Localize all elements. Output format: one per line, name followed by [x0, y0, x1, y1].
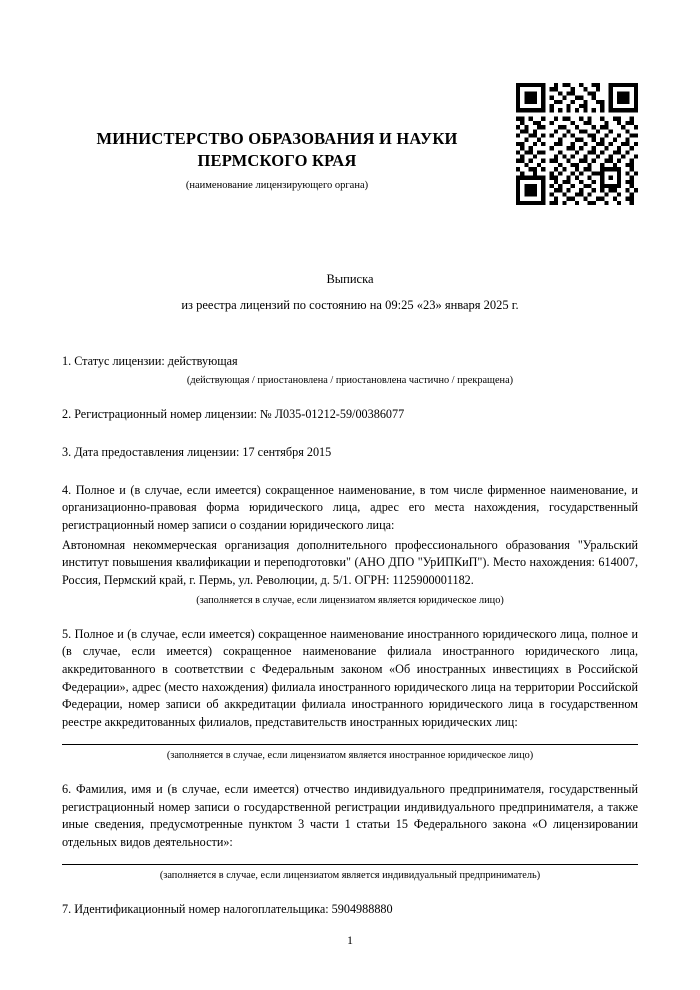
- item-3-issue-date: 3. Дата предоставления лицензии: 17 сентября 2015: [62, 444, 332, 459]
- item-4-value: Автономная некоммерческая организация дополнительного профессионального образования "Уральский институт повышения квалификации и переподготовки" (АНО ДПО "УрИПКиП"). Место нахождения: 614007, Россия, Пермский край, г. Пермь, ул. Революции, д. 5/1. ОГРН: 1125900001182.: [62, 537, 638, 588]
- item-7-taxpayer-number: 7. Идентификационный номер налогоплательщика: 5904988880: [62, 901, 393, 916]
- item-5-hint: (заполняется в случае, если лицензиатом является иностранное юридическое лицо): [166, 749, 534, 761]
- item-6-hint: (заполняется в случае, если лицензиатом является индивидуальный предприниматель): [159, 869, 541, 881]
- item-4-label: 4. Полное и (в случае, если имеется) сокращенное наименование, в том числе фирменное наименование, и организационно-правовая форма юридического лица, адрес его места нахождения, государственный регистрационный номер записи о создании юридического лица:: [62, 482, 638, 532]
- item-5-fill-line: [62, 744, 638, 745]
- document-title-main: Выписка: [326, 271, 374, 286]
- item-2-registration-number: 2. Регистрационный номер лицензии: № Л035-01212-59/00386077: [62, 407, 405, 422]
- qr-code-graphic: [516, 83, 638, 205]
- qr-code: [516, 83, 638, 205]
- document-subtitle: из реестра лицензий по состоянию на 09:25 «23» января 2025 г.: [181, 297, 519, 312]
- organization-title: [62, 0, 492, 173]
- page-number: 1: [347, 933, 353, 947]
- organization-title-line1: МИНИСТЕРСТВО ОБРАЗОВАНИЯ И НАУКИ: [96, 129, 458, 148]
- organization-caption: (наименование лицензирующего органа): [185, 179, 369, 191]
- item-1-status: 1. Статус лицензии: действующая: [62, 353, 238, 368]
- item-5-label: 5. Полное и (в случае, если имеется) сокращенное наименование иностранного юридического лица, полное и (в случае, если имеется) сокращенное наименование филиала иностранного юридического лица, аккредитованного в соответствии с Федеральным законом «Об иностранных инвестициях в Российской Федерации», адрес (место нахождения) филиала иностранного юридического лица на территории Российской Федерации, номер записи об аккредитации филиала иностранного юридического лица в государственном реестре аккредитованных филиалов, представительств иностранных юридических лиц:: [62, 626, 638, 730]
- item-6-fill-line: [62, 864, 638, 865]
- item-4-hint: (заполняется в случае, если лицензиатом является юридическое лицо): [196, 594, 504, 606]
- item-1-hint: (действующая / приостановлена / приостановлена частично / прекращена): [186, 375, 514, 387]
- item-6-label: 6. Фамилия, имя и (в случае, если имеется) отчество индивидуального предпринимателя, государственный регистрационный номер записи о государственной регистрации индивидуального предпринимателя, а также иные сведения, предусмотренные пунктом 3 части 1 статьи 15 Федерального закона «О лицензировании отдельных видов деятельности»:: [62, 781, 638, 849]
- document-title: [62, 269, 638, 315]
- organization-title-line2: ПЕРМСКОГО КРАЯ: [197, 151, 357, 171]
